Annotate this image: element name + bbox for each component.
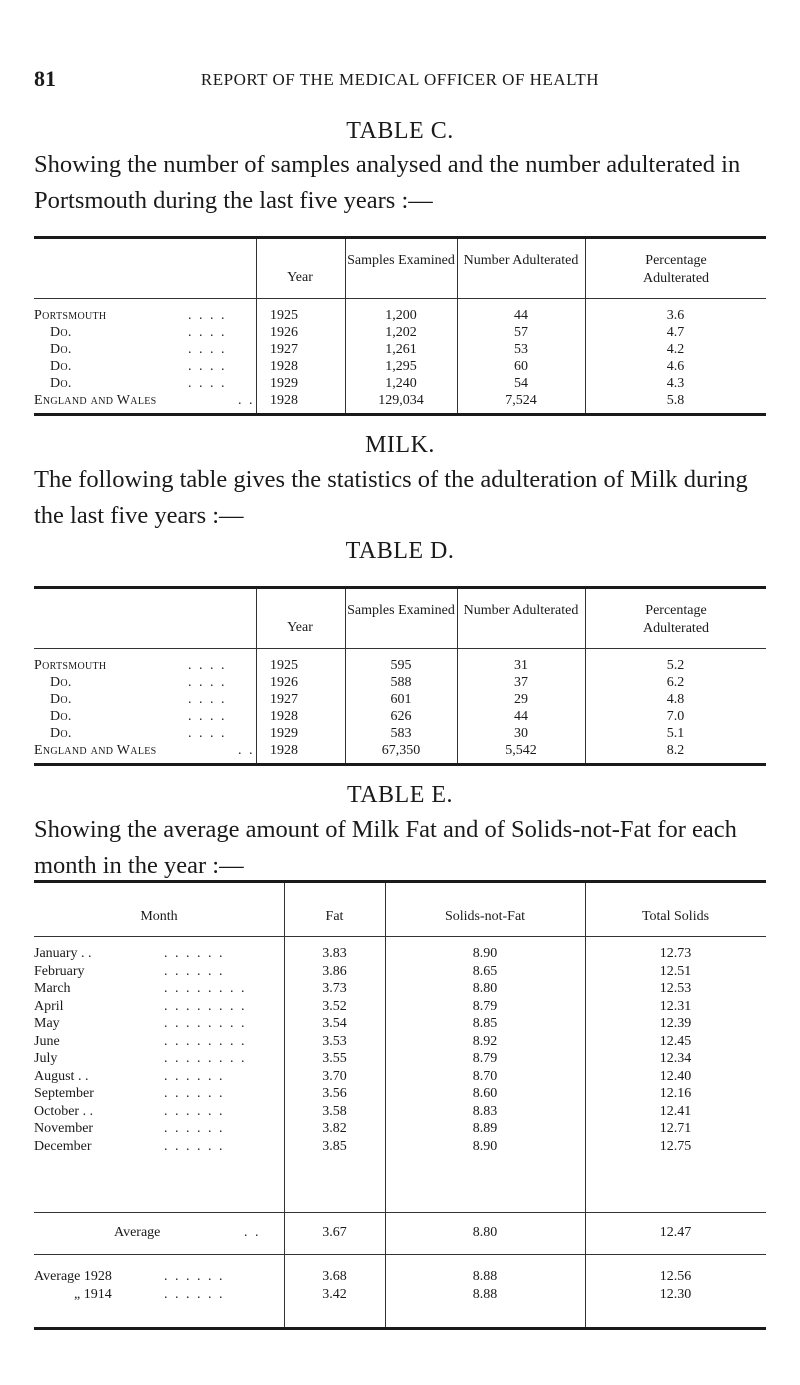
samples-cell: 67,350: [381, 743, 421, 758]
column-header: Samples Examined: [347, 253, 455, 268]
top-rule: [34, 586, 766, 589]
snf-cell: 8.65: [472, 963, 498, 979]
snf-cell: 8.60: [472, 1086, 498, 1101]
leader-dots: . . . . . . . .: [164, 998, 247, 1014]
percentage-cell: 5.2: [666, 658, 685, 673]
year-cell: 1925: [270, 658, 298, 673]
snf-cell: 8.80: [472, 1225, 498, 1240]
top-rule: [34, 880, 766, 883]
column-header: Fat: [325, 909, 344, 924]
page-header: [0, 66, 800, 96]
row-label: Do.: [50, 359, 72, 374]
fat-cell: 3.83: [322, 946, 347, 961]
leader-dots: . . . .: [188, 726, 227, 741]
adulterated-cell: 57: [514, 325, 528, 340]
header-rule: [34, 298, 766, 299]
table-c-title: TABLE C.: [346, 118, 454, 144]
samples-cell: 583: [390, 726, 412, 741]
leader-dots: . . . .: [188, 359, 227, 374]
month-label: May: [34, 1016, 60, 1031]
leader-dots: . . . . . .: [164, 1068, 225, 1084]
percentage-cell: 4.6: [666, 359, 685, 374]
column-header: Solids-not-Fat: [444, 909, 526, 924]
column-header: Percentage Adulterated: [642, 253, 710, 286]
samples-cell: 1,295: [385, 359, 417, 374]
table-d: [34, 586, 766, 766]
fat-cell: 3.54: [322, 1016, 347, 1031]
leader-dots: . . . . . . . .: [164, 1051, 247, 1066]
percentage-cell: 7.0: [666, 709, 685, 724]
total-cell: 12.40: [659, 1068, 692, 1084]
percentage-cell: 4.8: [666, 692, 685, 707]
month-label: October . .: [34, 1103, 94, 1119]
month-label: July: [34, 1051, 58, 1066]
leader-dots: . . . . . .: [164, 1121, 225, 1136]
year-cell: 1926: [270, 675, 298, 690]
page-number: 81: [34, 66, 56, 91]
year-cell: 1926: [270, 325, 298, 340]
total-cell: 12.34: [659, 1051, 692, 1066]
header-rule: [34, 648, 766, 649]
milk-caption: The following table gives the statistics of the adulteration of Milk during the last five years :—: [34, 466, 748, 529]
bottom-rule: [34, 1327, 766, 1330]
samples-cell: 1,200: [385, 308, 417, 323]
leader-dots: . . . . . . . .: [164, 1016, 247, 1031]
leader-dots: . . . . . .: [164, 1138, 225, 1154]
year-cell: 1925: [270, 308, 298, 323]
leader-dots: . . . .: [188, 342, 227, 357]
month-label: April: [34, 998, 64, 1014]
adulterated-cell: 31: [514, 658, 528, 673]
column-header: Total Solids: [641, 909, 710, 924]
month-label: September: [34, 1086, 94, 1101]
table-e-caption: Showing the average amount of Milk Fat and of Solids-not-Fat for each month in the year :—: [34, 816, 737, 879]
adulterated-cell: 29: [514, 692, 528, 707]
comparison-label: Average 1928: [34, 1269, 112, 1284]
total-cell: 12.53: [659, 981, 692, 996]
samples-cell: 129,034: [378, 393, 424, 408]
month-label: February: [34, 963, 85, 979]
column-header: Number Adulterated: [463, 253, 579, 268]
table-d-title: TABLE D.: [345, 538, 455, 564]
total-cell: 12.73: [659, 946, 692, 961]
samples-cell: 595: [390, 658, 412, 673]
snf-cell: 8.90: [472, 1138, 498, 1154]
leader-dots: . . . . . .: [164, 1269, 225, 1284]
percentage-cell: 4.2: [666, 342, 685, 357]
leader-dots: . . . .: [188, 325, 227, 340]
snf-cell: 8.88: [472, 1287, 498, 1302]
leader-dots: . . . . . . . .: [164, 1033, 247, 1049]
total-cell: 12.45: [659, 1033, 692, 1049]
total-cell: 12.56: [659, 1269, 692, 1284]
year-cell: 1928: [270, 743, 298, 758]
snf-cell: 8.85: [472, 1016, 498, 1031]
percentage-cell: 8.2: [666, 743, 685, 758]
column-header: Year: [287, 270, 313, 285]
column-header: Percentage Adulterated: [642, 603, 710, 636]
fat-cell: 3.67: [322, 1225, 347, 1240]
average-bottom-rule: [34, 1254, 766, 1255]
total-cell: 12.16: [659, 1086, 692, 1101]
fat-cell: 3.53: [322, 1033, 347, 1049]
running-head: REPORT OF THE MEDICAL OFFICER OF HEALTH: [200, 70, 600, 89]
row-label: Do.: [50, 675, 72, 690]
year-cell: 1929: [270, 726, 298, 741]
total-cell: 12.75: [659, 1138, 692, 1154]
month-label: March: [34, 981, 71, 996]
percentage-cell: 3.6: [666, 308, 685, 323]
total-cell: 12.39: [659, 1016, 692, 1031]
leader-dots: . . . .: [188, 658, 227, 673]
snf-cell: 8.83: [472, 1103, 498, 1119]
month-label: November: [34, 1121, 94, 1136]
total-cell: 12.31: [659, 998, 692, 1014]
fat-cell: 3.56: [322, 1086, 347, 1101]
leader-dots: . .: [238, 393, 255, 408]
fat-cell: 3.68: [322, 1269, 347, 1284]
leader-dots: . . . .: [188, 709, 227, 724]
leader-dots: . .: [238, 743, 255, 758]
leader-dots: . . . .: [188, 692, 227, 707]
total-cell: 12.41: [659, 1103, 692, 1119]
row-label: England and Wales: [34, 743, 157, 758]
fat-cell: 3.42: [322, 1287, 347, 1302]
leader-dots: . . . . . . . .: [164, 981, 247, 996]
row-label: Portsmouth: [34, 658, 107, 673]
percentage-cell: 6.2: [666, 675, 685, 690]
average-top-rule: [34, 1212, 766, 1213]
samples-cell: 601: [390, 692, 412, 707]
fat-cell: 3.86: [322, 963, 347, 979]
fat-cell: 3.70: [322, 1068, 347, 1084]
column-divider: [256, 239, 257, 413]
snf-cell: 8.89: [472, 1121, 498, 1136]
row-label: Do.: [50, 692, 72, 707]
snf-cell: 8.70: [472, 1068, 498, 1084]
column-divider: [256, 589, 257, 763]
adulterated-cell: 7,524: [505, 393, 537, 408]
leader-dots: . . . . . .: [164, 1287, 225, 1302]
samples-cell: 1,240: [385, 376, 417, 391]
adulterated-cell: 5,542: [505, 743, 537, 758]
table-c: [34, 236, 766, 416]
month-label: June: [34, 1033, 60, 1049]
samples-cell: 626: [390, 709, 412, 724]
fat-cell: 3.58: [322, 1103, 347, 1119]
year-cell: 1929: [270, 376, 298, 391]
year-cell: 1928: [270, 709, 298, 724]
row-label: Do.: [50, 709, 72, 724]
year-cell: 1928: [270, 393, 298, 408]
adulterated-cell: 44: [514, 308, 528, 323]
snf-cell: 8.80: [472, 981, 498, 996]
leader-dots: . . . . . .: [164, 946, 225, 961]
snf-cell: 8.79: [472, 1051, 498, 1066]
samples-cell: 1,202: [385, 325, 417, 340]
adulterated-cell: 53: [514, 342, 528, 357]
milk-title: MILK.: [365, 432, 435, 458]
month-label: August . .: [34, 1068, 89, 1084]
year-cell: 1927: [270, 692, 298, 707]
percentage-cell: 5.1: [666, 726, 685, 741]
total-cell: 12.47: [659, 1225, 692, 1240]
fat-cell: 3.82: [322, 1121, 347, 1136]
column-header: Month: [140, 909, 178, 924]
fat-cell: 3.52: [322, 998, 347, 1014]
row-label: Do.: [50, 376, 72, 391]
samples-cell: 588: [390, 675, 412, 690]
snf-cell: 8.79: [472, 998, 498, 1014]
leader-dots: . . . . . .: [164, 1103, 225, 1119]
fat-cell: 3.73: [322, 981, 347, 996]
samples-cell: 1,261: [385, 342, 417, 357]
snf-cell: 8.88: [472, 1269, 498, 1284]
fat-cell: 3.55: [322, 1051, 347, 1066]
row-label: Do.: [50, 325, 72, 340]
adulterated-cell: 37: [514, 675, 528, 690]
column-header: Year: [287, 620, 313, 635]
row-label: Do.: [50, 342, 72, 357]
percentage-cell: 4.3: [666, 376, 685, 391]
table-e-title: TABLE E.: [346, 782, 454, 808]
row-label: Portsmouth: [34, 308, 107, 323]
month-label: January . .: [34, 946, 92, 961]
average-label: Average: [114, 1225, 161, 1240]
adulterated-cell: 30: [514, 726, 528, 741]
snf-cell: 8.92: [472, 1033, 498, 1049]
table-e: [34, 880, 766, 1330]
bottom-rule: [34, 413, 766, 416]
month-label: December: [34, 1138, 92, 1154]
fat-cell: 3.85: [322, 1138, 347, 1154]
table-c-caption: Showing the number of samples analysed and the number adulterated in Portsmouth during the last five years :—: [34, 151, 741, 214]
percentage-cell: 5.8: [666, 393, 685, 408]
percentage-cell: 4.7: [666, 325, 685, 340]
leader-dots: . . . .: [188, 675, 227, 690]
total-cell: 12.71: [659, 1121, 692, 1136]
row-label: Do.: [50, 726, 72, 741]
total-cell: 12.51: [659, 963, 692, 979]
column-header: Samples Examined: [347, 603, 455, 618]
leader-dots: . . . . . .: [164, 963, 225, 979]
bottom-rule: [34, 763, 766, 766]
row-label: England and Wales: [34, 393, 157, 408]
leader-dots: . . . .: [188, 308, 227, 323]
adulterated-cell: 54: [514, 376, 528, 391]
year-cell: 1928: [270, 359, 298, 374]
year-cell: 1927: [270, 342, 298, 357]
adulterated-cell: 60: [514, 359, 528, 374]
leader-dots: . .: [244, 1225, 261, 1240]
column-header: Number Adulterated: [463, 603, 579, 618]
adulterated-cell: 44: [514, 709, 528, 724]
header-rule: [34, 936, 766, 937]
total-cell: 12.30: [659, 1287, 692, 1302]
leader-dots: . . . . . .: [164, 1086, 225, 1101]
top-rule: [34, 236, 766, 239]
leader-dots: . . . .: [188, 376, 227, 391]
snf-cell: 8.90: [472, 946, 498, 961]
comparison-label: „ 1914: [74, 1287, 112, 1302]
